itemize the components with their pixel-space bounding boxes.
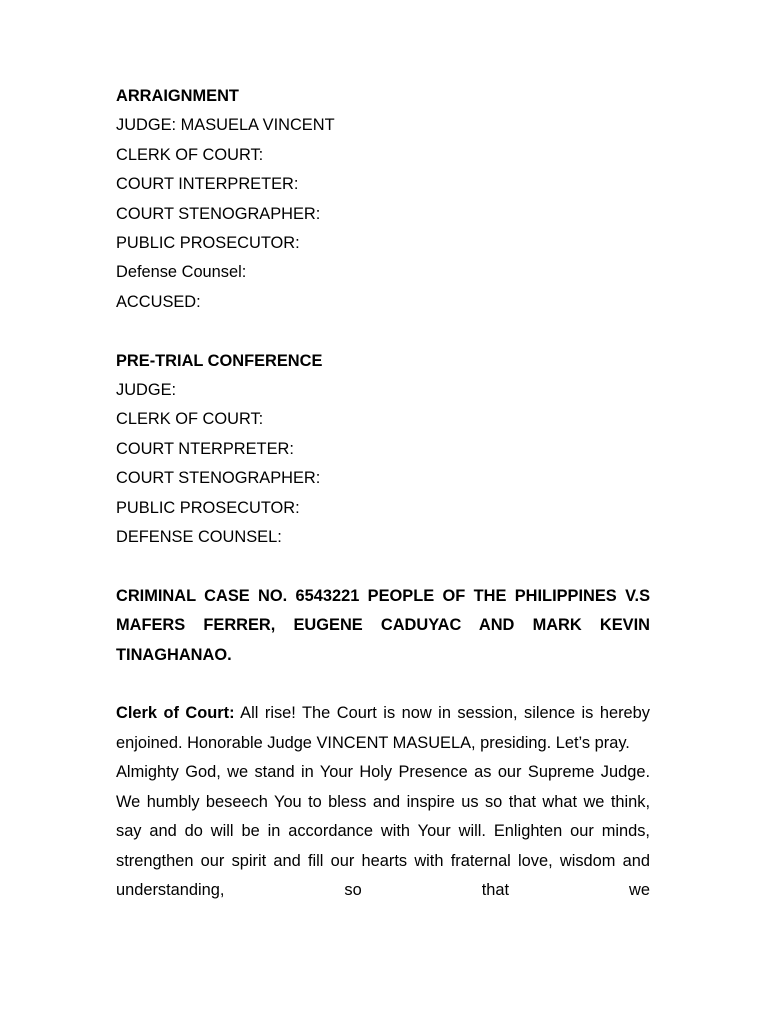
arraignment-section: [116, 82, 650, 317]
arraignment-heading: ARRAIGNMENT: [116, 87, 239, 105]
arraignment-prosecutor: PUBLIC PROSECUTOR:: [116, 234, 300, 253]
pretrial-defense: DEFENSE COUNSEL:: [116, 528, 282, 547]
case-title: CRIMINAL CASE NO. 6543221 PEOPLE OF THE PHILIPPINES V.S MAFERS FERRER, EUGENE CADUYAC AND MARK KEVIN TINAGHANAO.: [116, 586, 650, 664]
arraignment-defense: Defense Counsel:: [116, 263, 247, 282]
arraignment-stenographer: COURT STENOGRAPHER:: [116, 204, 321, 223]
pretrial-judge: JUDGE:: [116, 381, 177, 400]
clerk-text: All rise! The Court is now in session, silence is hereby enjoined. Honorable Judge VINCENT MASUELA, presiding. Let’s pray.: [116, 704, 650, 752]
arraignment-judge: JUDGE: MASUELA VINCENT: [116, 116, 335, 135]
pretrial-stenographer: COURT STENOGRAPHER:: [116, 469, 321, 488]
pretrial-prosecutor: PUBLIC PROSECUTOR:: [116, 498, 300, 517]
clerk-announcement: [116, 699, 650, 758]
pretrial-section: [116, 347, 650, 553]
spacer: [116, 552, 650, 581]
arraignment-accused: ACCUSED:: [116, 292, 201, 311]
document-page: [116, 82, 650, 905]
pretrial-heading: PRE-TRIAL CONFERENCE: [116, 351, 323, 370]
spacer: [116, 670, 650, 699]
pretrial-interpreter: COURT NTERPRETER:: [116, 439, 294, 458]
opening-prayer: Almighty God, we stand in Your Holy Presence as our Supreme Judge. We humbly beseech You to bless and inspire us so that what we think, say and do will be in accordance with Your will. Enlighten our minds, strengthen our spirit and fill our hearts with fraternal love, wisdom and understanding, so that we: [116, 763, 650, 899]
arraignment-interpreter: COURT INTERPRETER:: [116, 175, 299, 194]
spacer: [116, 317, 650, 346]
clerk-label: Clerk of Court:: [116, 704, 235, 723]
pretrial-clerk: CLERK OF COURT:: [116, 410, 264, 429]
arraignment-clerk: CLERK OF COURT:: [116, 145, 264, 164]
